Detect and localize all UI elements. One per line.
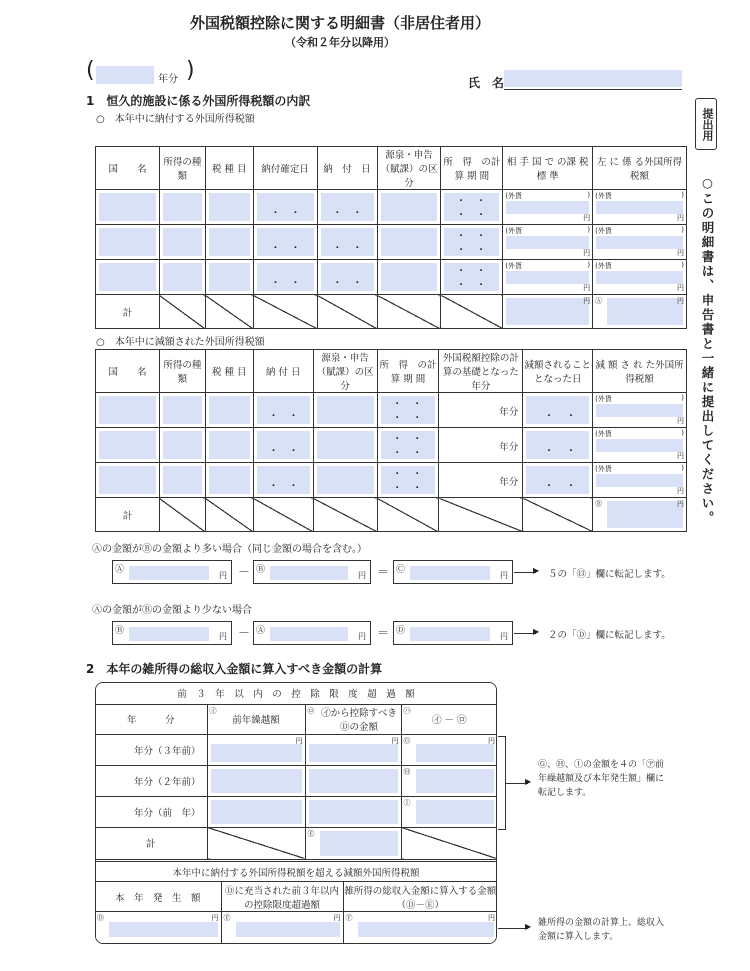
allocated-e-field[interactable]: Ⓔ 円 bbox=[221, 912, 343, 945]
section2-note2: 雑所得の金額の計算上、総収入金額に算入します。 bbox=[538, 918, 665, 942]
year-input[interactable] bbox=[96, 66, 154, 84]
total-reduced-tax-b[interactable]: Ⓑ 円 bbox=[593, 498, 687, 532]
total-e-field[interactable]: Ⓔ bbox=[305, 827, 401, 859]
withholding-cell[interactable] bbox=[377, 190, 441, 225]
total-row: 計 Ⓑ 円 bbox=[96, 498, 687, 532]
table-row bbox=[96, 190, 687, 225]
formula1-b-field[interactable]: Ⓑ 円 bbox=[253, 560, 371, 584]
year-suffix: 年分 bbox=[158, 74, 178, 85]
tax-base-cell[interactable]: (外貨 ) 円 bbox=[503, 190, 593, 225]
formula2-note: ２の「Ⓓ」欄に転記します。 bbox=[548, 630, 671, 641]
section2-heading: 2 本年の雑所得の総収入金額に算入すべき金額の計算 bbox=[86, 662, 383, 676]
header-foreign-tax: 左 に 係 る外国所得税額 bbox=[593, 147, 687, 190]
table-row: . . . . . . 年分 . . (外貨 ) 円 bbox=[96, 393, 687, 428]
table1-subheading: ○ 本年中に納付する外国所得税額 bbox=[96, 114, 255, 125]
header-period: 所 得 の計 算 期 間 bbox=[441, 147, 503, 190]
header-tax-item: 税 種 目 bbox=[205, 147, 253, 190]
formula2-a-field[interactable]: Ⓑ 円 bbox=[112, 621, 232, 645]
reduced-tax-table: 国 名 所得の種類 税 種 目 納 付 日 源泉・申告（賦課）の区分 所 得 の計 算 期 間 外国税額控除の計算の基礎となった年分 減額されることとなった日 減 額 さ れ た外国所得税額 . . . . . . 年分 . . (外貨 ) 円 . . . . . . 年分 . . (外貨 ) 円 . . . . . . 年分 . . (外貨 ) 円 計 Ⓑ 円 bbox=[95, 349, 687, 532]
header-tax-base: 相 手 国 で の課 税 標 準 bbox=[503, 147, 593, 190]
total-foreign-tax-a[interactable]: Ⓐ 円 bbox=[593, 295, 687, 329]
formula1-a-field[interactable]: Ⓐ 円 bbox=[112, 560, 232, 584]
formula2-d-field[interactable]: Ⓓ 円 bbox=[393, 621, 513, 645]
header-confirmed-date: 納付確定日 bbox=[253, 147, 317, 190]
excess-title: 前 ３ 年 以 内 の 控 除 限 度 超 過 額 bbox=[95, 682, 497, 704]
name-input[interactable] bbox=[504, 70, 682, 90]
header-country: 国 名 bbox=[96, 147, 160, 190]
year-field-group: ( 年分 ) bbox=[86, 58, 195, 85]
tax-item-cell[interactable] bbox=[205, 190, 253, 225]
submission-note: ○この明細書は、申告書と一緒に提出してください。 bbox=[700, 175, 715, 526]
name-label: 氏 名 bbox=[468, 76, 505, 90]
total-row: 計 Ⓔ bbox=[95, 827, 497, 859]
total-label: 計 bbox=[96, 295, 160, 329]
income-type-cell[interactable] bbox=[159, 190, 205, 225]
lower-title: 本年中に納付する外国所得税額を超える減額外国所得税額 bbox=[95, 862, 497, 882]
formula2-b-field[interactable]: Ⓐ 円 bbox=[253, 621, 371, 645]
total-tax-base[interactable]: 円 bbox=[503, 295, 593, 329]
table2-subheading: ○ 本年中に減額された外国所得税額 bbox=[96, 337, 265, 348]
foreign-tax-cell[interactable]: (外貨 ) 円 bbox=[593, 190, 687, 225]
table-row: . . . . . . 年分 . . (外貨 ) 円 bbox=[96, 428, 687, 463]
table-row: . . . . . . . . (外貨 ) 円 (外貨 ) 円 bbox=[96, 225, 687, 260]
header-income-type: 所得の種類 bbox=[159, 147, 205, 190]
formula1-c-field[interactable]: Ⓒ 円 bbox=[393, 560, 513, 584]
section2-box: 前 ３ 年 以 内 の 控 除 限 度 超 過 額 年 分 ㋑ 前年繰越額 ㋺ ㋑から控除すべきⒹの金額 ㋩ ㋑ － ㋺ 年分（３年前） 円 円 Ⓖ 円 年分（２年前） Ⓗ 年分（前 年） Ⓘ 計 Ⓔ 本年中に納付する外国所得税額を超える減額外国所得税額 本 年 発 生 額 Ⓓに充当された前３年以内の控除限度超過額 雑所得の総収入金額に算入する金額（Ⓓ－Ⓔ） Ⓓ 円 Ⓔ 円 Ⓕ 円 bbox=[95, 682, 497, 944]
col-year: 年 分 bbox=[95, 704, 207, 734]
formula1-note: ５の「⑬」欄に転記します。 bbox=[548, 569, 671, 580]
paid-tax-table bbox=[95, 146, 687, 329]
total-row bbox=[96, 295, 687, 329]
formula1-condition: Ⓐの金額がⒷの金額より多い場合（同じ金額の場合を含む。） bbox=[92, 544, 367, 555]
table-row: 年分（２年前） Ⓗ bbox=[95, 765, 497, 796]
payment-date-cell[interactable]: . . bbox=[317, 190, 377, 225]
table-row: 年分（３年前） 円 円 Ⓖ 円 bbox=[95, 734, 497, 765]
current-year-d-field[interactable]: Ⓓ 円 bbox=[95, 912, 221, 945]
header-payment-date: 納 付 日 bbox=[317, 147, 377, 190]
income-f-field[interactable]: Ⓕ 円 bbox=[343, 912, 497, 945]
submission-tab: 提出用 bbox=[695, 98, 717, 150]
period-cell[interactable]: . . . . bbox=[441, 190, 503, 225]
table-row: 年分（前 年） Ⓘ bbox=[95, 796, 497, 827]
country-cell[interactable] bbox=[96, 190, 160, 225]
section1-heading: 1 恒久的施設に係る外国所得税額の内訳 bbox=[86, 94, 311, 108]
table-row: . . . . . . 年分 . . (外貨 ) 円 bbox=[96, 463, 687, 498]
form-title: 外国税額控除に関する明細書（非居住者用） bbox=[189, 14, 490, 32]
section2-note1: Ⓖ、Ⓗ、Ⓘの金額を４の「㋐前年繰越額及び本年発生額」欄に転記します。 bbox=[538, 760, 665, 798]
confirmed-date-cell[interactable]: . . bbox=[253, 190, 317, 225]
form-subtitle: （令和２年分以降用） bbox=[285, 36, 395, 49]
header-withholding-type: 源泉・申告（賦課）の区分 bbox=[377, 147, 441, 190]
formula2-condition: Ⓐの金額がⒷの金額より少ない場合 bbox=[92, 605, 252, 616]
table-row: . . . . . . . . (外貨 ) 円 (外貨 ) 円 bbox=[96, 260, 687, 295]
